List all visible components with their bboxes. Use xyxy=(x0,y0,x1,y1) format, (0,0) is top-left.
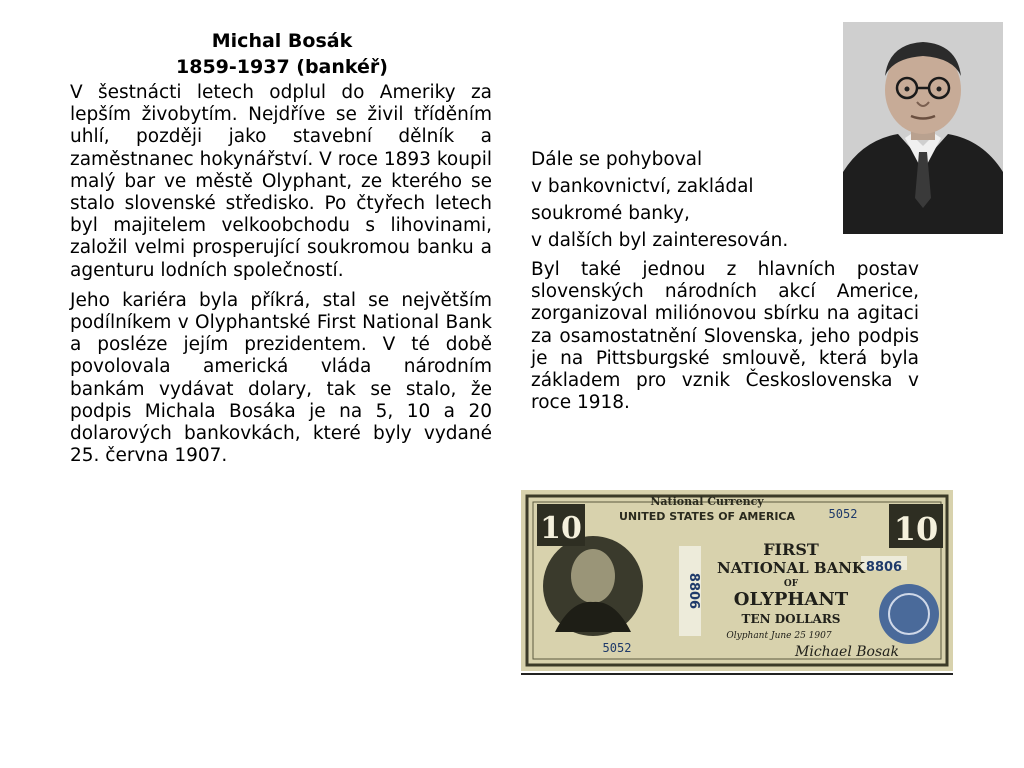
person-years: 1859-1937 (bankéř) xyxy=(176,56,388,78)
left-paragraph-2: Jeho kariéra byla příkrá, stal se největším podílníkem v Olyphantské First National Bank a posléze jejím prezidentem. V té době povolovala americká vláda národním bankám vydávat dolary, tak se stalo, že podpis Michala Bosáka je na 5, 10 a 20 dolarových bankovkách, které byly vydané 25. června 1907. xyxy=(70,289,492,467)
banknote-serial-bottom: 5052 xyxy=(602,641,632,655)
title-block xyxy=(70,28,494,80)
banknote-bank-line-3: OF xyxy=(783,579,799,589)
banknote-amount-text: TEN DOLLARS xyxy=(741,612,841,626)
person-name: Michal Bosák xyxy=(211,30,353,52)
banknote-bank-line-1: FIRST xyxy=(763,540,819,559)
right-intro-line-2: v bankovnictví, zakládal xyxy=(531,176,754,197)
left-column xyxy=(70,82,492,475)
banknote-charter-left: 8806 xyxy=(686,572,701,610)
right-intro xyxy=(531,146,861,254)
right-paragraph: Byl také jednou z hlavních postav slovenských národních akcí Americe, zorganizoval miliónovou sbírku na agitaci za osamostatnění Slovenska, jeho podpis je na Pittsburgské smlouvě, která byla základem pro vznik Československa v roce 1918. xyxy=(531,259,919,414)
right-intro-line-4: v dalších byl zainteresován. xyxy=(531,230,789,251)
banknote-illustration xyxy=(521,490,953,673)
portrait-illustration xyxy=(843,22,1003,234)
banknote-signature: Michael Bosak xyxy=(795,644,899,660)
portrait-photo xyxy=(843,22,1003,234)
banknote-image xyxy=(521,490,953,675)
banknote-serial-top: 5052 xyxy=(828,507,858,521)
banknote-place-date: Olyphant June 25 1907 xyxy=(726,631,832,641)
banknote-denomination-right: 10 xyxy=(893,510,939,548)
banknote-charter-right: 8806 xyxy=(865,560,903,575)
right-intro-line-1: Dále se pohyboval xyxy=(531,149,703,170)
banknote-denomination-left: 10 xyxy=(540,511,582,546)
left-paragraph-1: V šestnácti letech odplul do Ameriky za lepším živobytím. Nejdříve se živil tříděním uhlí, později jako stavební dělník a zaměstnanec hokynářství. V roce 1893 koupil malý bar ve městě Olyphant, ze kterého se stalo slovenské středisko. Po čtyřech letech byl majitelem velkoobchodu s lihovinami, založil velmi prosperující soukromou banku a agenturu lodních společností. xyxy=(70,82,492,281)
banknote-header: National Currency xyxy=(650,495,764,508)
banknote-subheader: UNITED STATES OF AMERICA xyxy=(618,510,796,523)
banknote-bank-line-4: OLYPHANT xyxy=(733,589,849,610)
right-intro-line-3: soukromé banky, xyxy=(531,203,690,224)
banknote-bank-line-2: NATIONAL BANK xyxy=(717,559,865,577)
